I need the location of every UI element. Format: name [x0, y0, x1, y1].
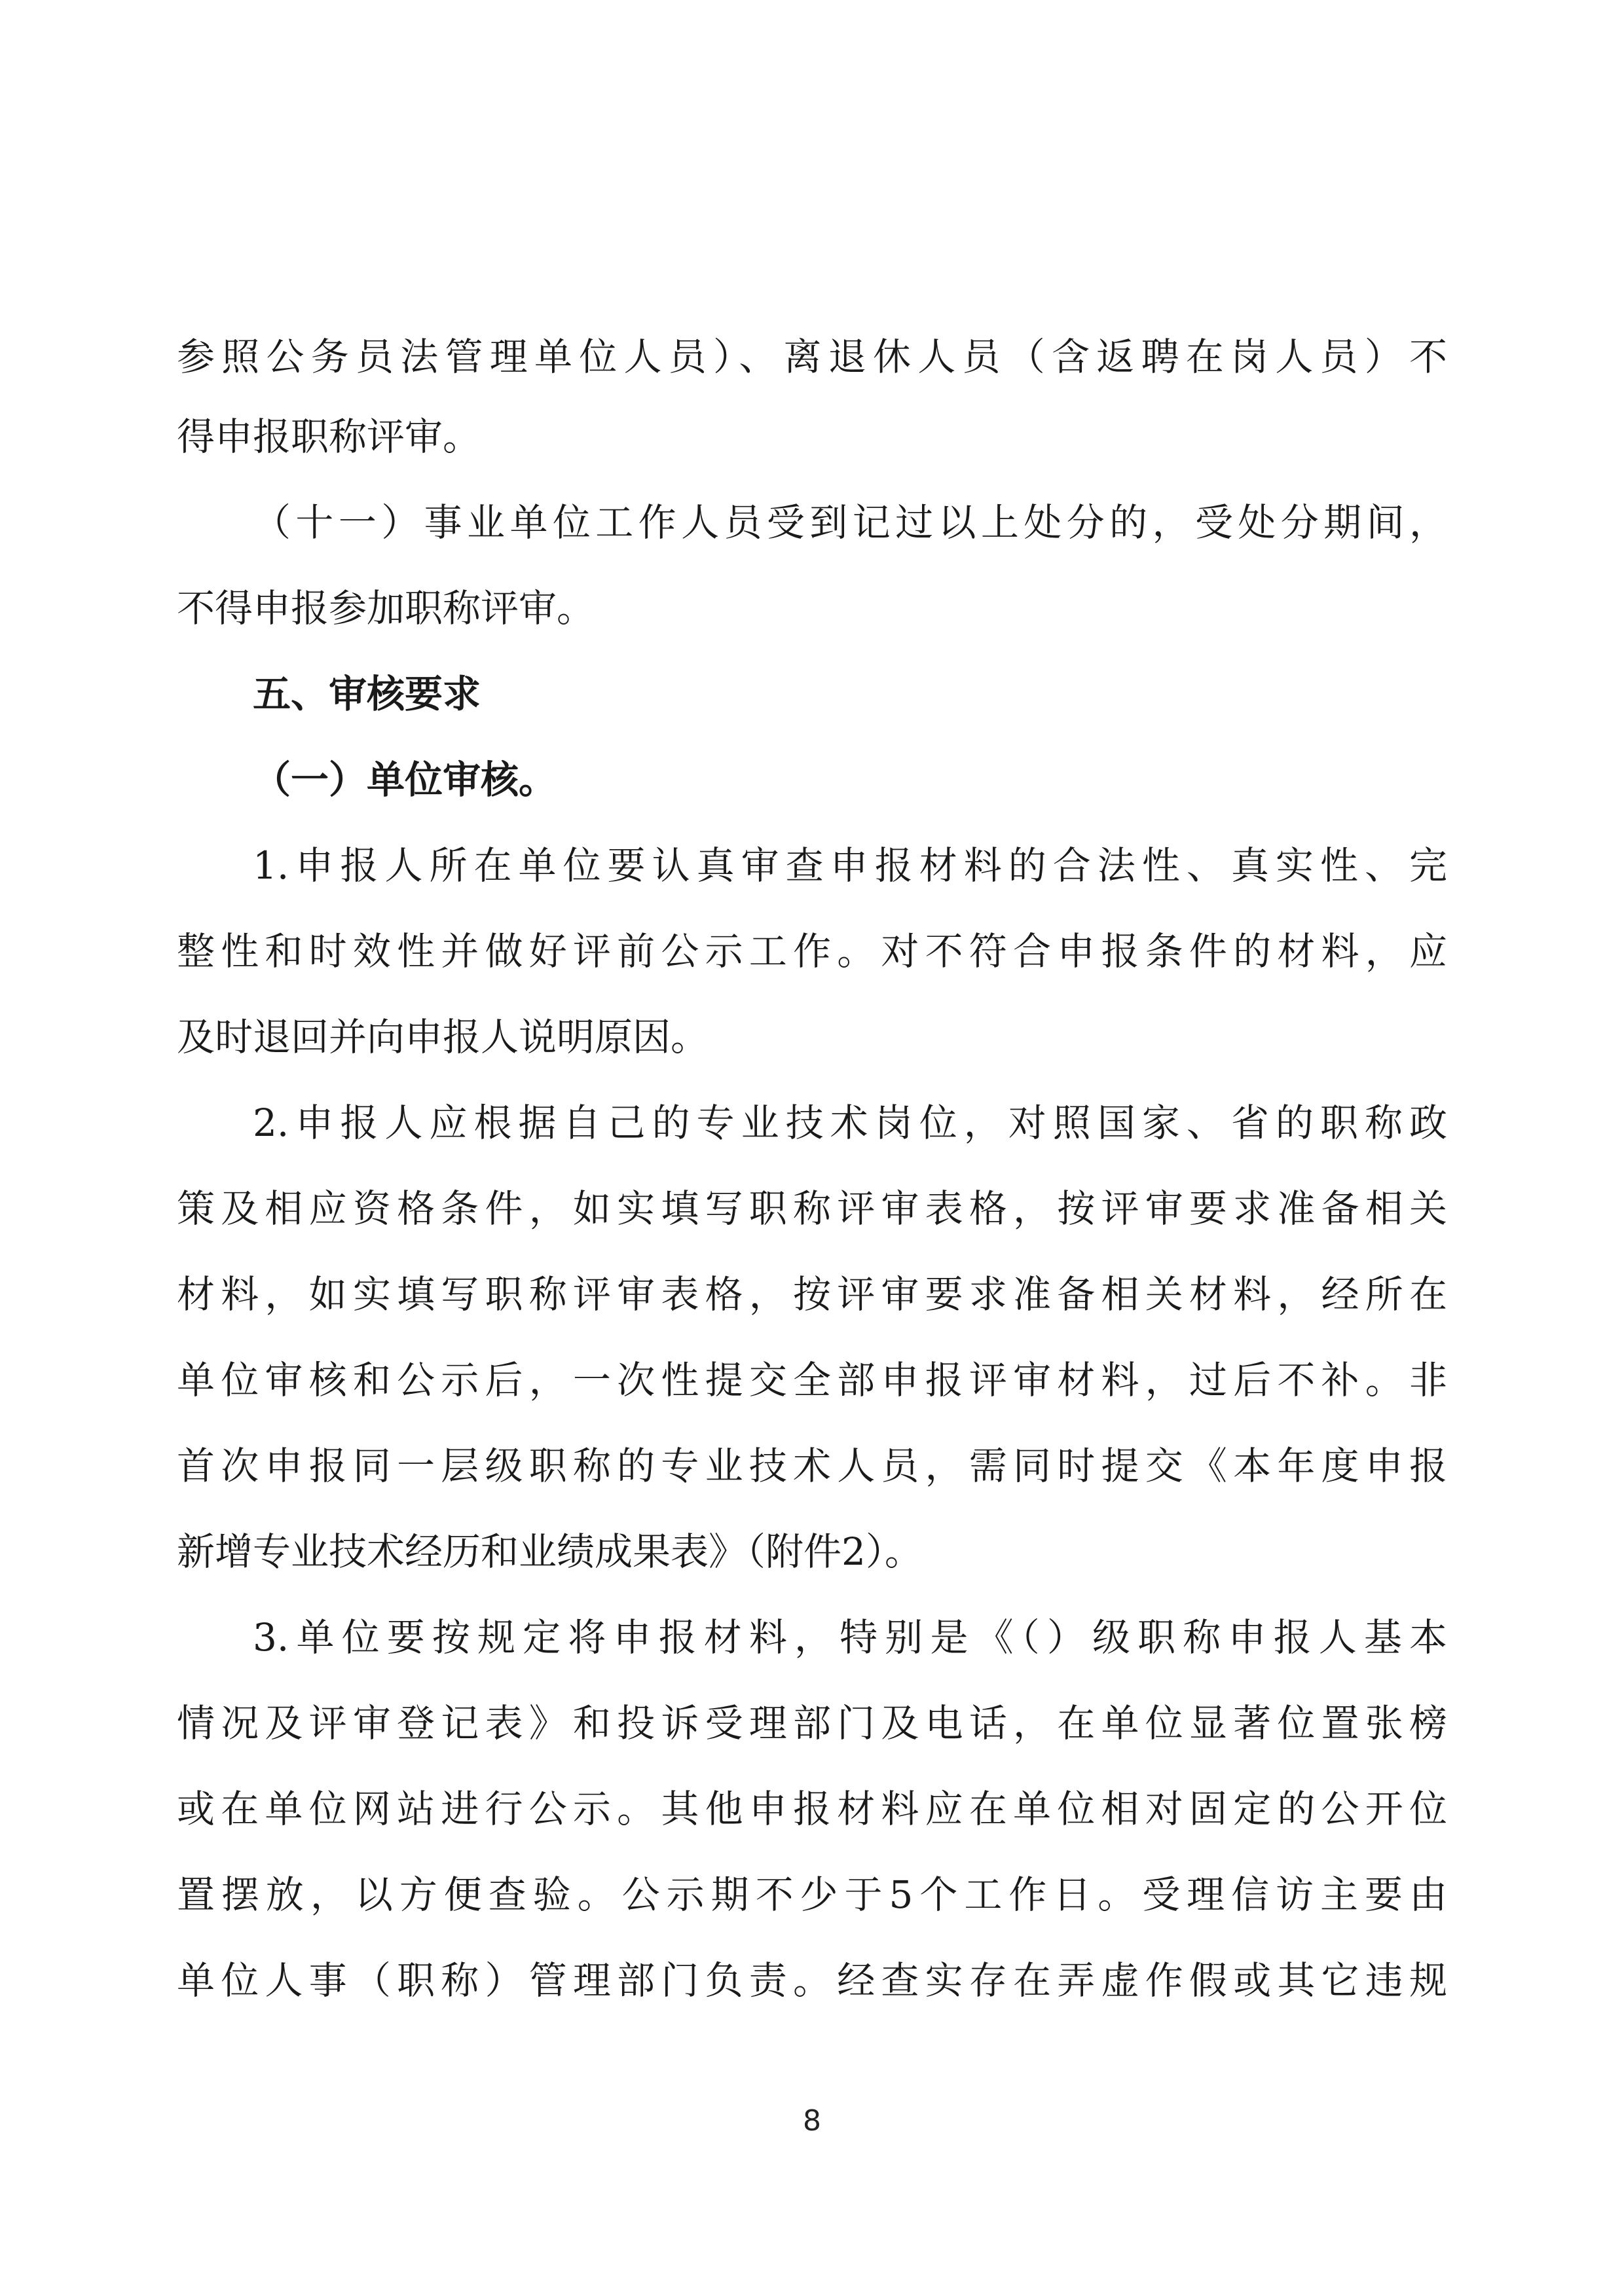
body-line: 1.申报人所在单位要认真审查申报材料的合法性、真实性、完: [253, 843, 1447, 888]
section-heading: 五、审核要求: [253, 672, 481, 716]
body-line: 新增专业技术经历和业绩成果表》（附件2）。: [177, 1529, 923, 1574]
body-line: 3.单位要按规定将申报材料，特别是《（）级职称申报人基本: [253, 1615, 1447, 1660]
body-line: 得申报职称评审。: [177, 414, 481, 459]
body-line: 或在单位网站进行公示。其他申报材料应在单位相对固定的公开位: [177, 1787, 1447, 1831]
body-line: 2.申报人应根据自己的专业技术岗位，对照国家、省的职称政: [253, 1101, 1447, 1145]
body-line: 参照公务员法管理单位人员）、离退休人员（含返聘在岗人员）不: [177, 335, 1447, 379]
body-line: 单位人事（职称）管理部门负责。经查实存在弄虚作假或其它违规: [177, 1958, 1447, 2003]
body-line: 材料，如实填写职称评审表格，按评审要求准备相关材料，经所在: [177, 1272, 1447, 1317]
body-line: 首次申报同一层级职称的专业技术人员，需同时提交《本年度申报: [177, 1444, 1447, 1488]
body-line: 策及相应资格条件，如实填写职称评审表格，按评审要求准备相关: [177, 1186, 1447, 1231]
body-line: 及时退回并向申报人说明原因。: [177, 1015, 709, 1059]
body-line: 整性和时效性并做好评前公示工作。对不符合申报条件的材料，应: [177, 929, 1447, 974]
subsection-heading: （一）单位审核。: [253, 757, 557, 802]
body-line: 不得申报参加职称评审。: [177, 586, 595, 630]
body-line: （十一）事业单位工作人员受到记过以上处分的，受处分期间，: [253, 500, 1447, 545]
page-number: 8: [803, 2104, 821, 2138]
body-line: 情况及评审登记表》和投诉受理部门及电话，在单位显著位置张榜: [177, 1701, 1447, 1745]
body-line: 置摆放，以方便查验。公示期不少于5个工作日。受理信访主要由: [177, 1872, 1447, 1917]
body-line: 单位审核和公示后，一次性提交全部申报评审材料，过后不补。非: [177, 1358, 1447, 1402]
